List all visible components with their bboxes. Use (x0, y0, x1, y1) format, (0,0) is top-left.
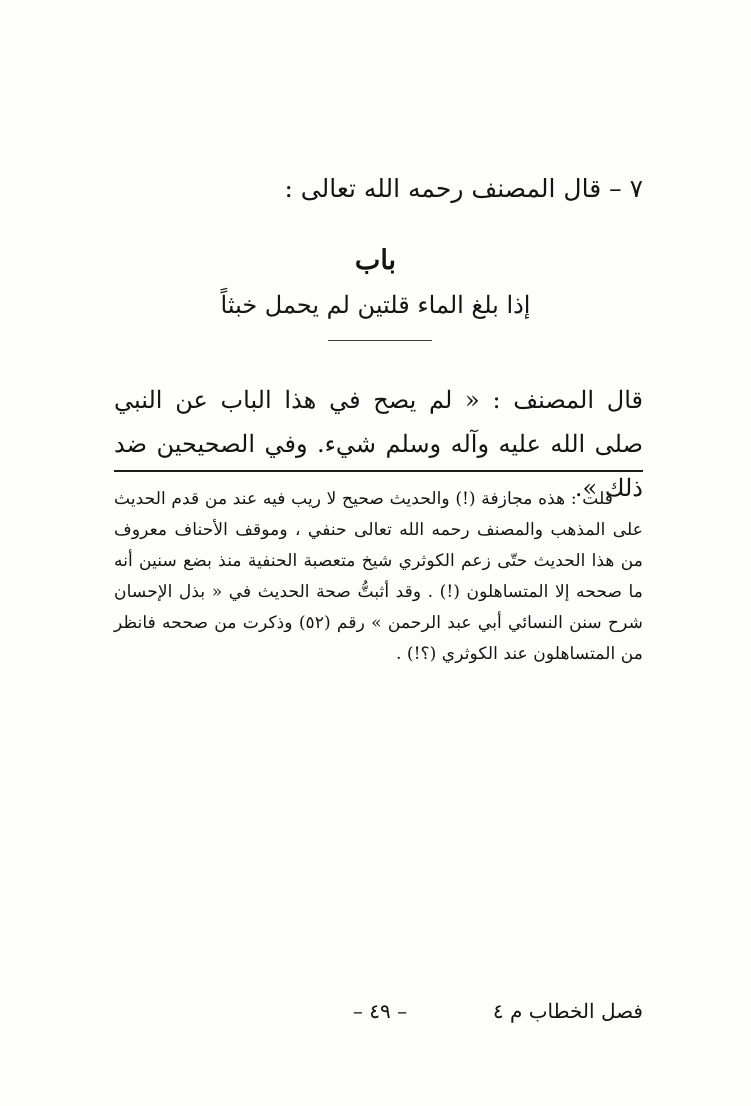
commentary-text: قلت : هذه مجازفة (!) والحديث صحيح لا ريب فيه عند من قدم الحديث على المذهب والمصنف رحمه الله تعالى حنفي ، وموقف الأحناف معروف من هذا الحديث حتّى زعم الكوثري شيخ متعصبة الحنفية منذ بضع سنين أنه ما صححه إلا المتساهلون (!) . وقد أثبتُّ صحة الحديث في « بذل الإحسان شرح سنن النسائي أبي عبد الرحمن » رقم (٥٢) وذكرت من صححه فانظر من المتساهلون عند الكوثري (؟!) . (114, 489, 644, 664)
chapter-title: باب (354, 245, 397, 276)
footnote-divider (114, 470, 643, 472)
section-heading: ٧ – قال المصنف رحمه الله تعالى : (284, 174, 643, 203)
chapter-subtitle: إذا بلغ الماء قلتين لم يحمل خبثاً (220, 291, 531, 319)
page-footer (80, 996, 643, 1026)
commentary-note (114, 484, 643, 670)
page-number: – ٤٩ – (352, 999, 408, 1023)
author-quote: قال المصنف : « لم يصح في هذا الباب عن النبي صلى الله عليه وآله وسلم شيء. وفي الصحيحين ضد ذلك ». (114, 386, 643, 502)
running-footer-title: فصل الخطاب م ٤ (492, 999, 643, 1023)
title-divider (328, 340, 432, 341)
